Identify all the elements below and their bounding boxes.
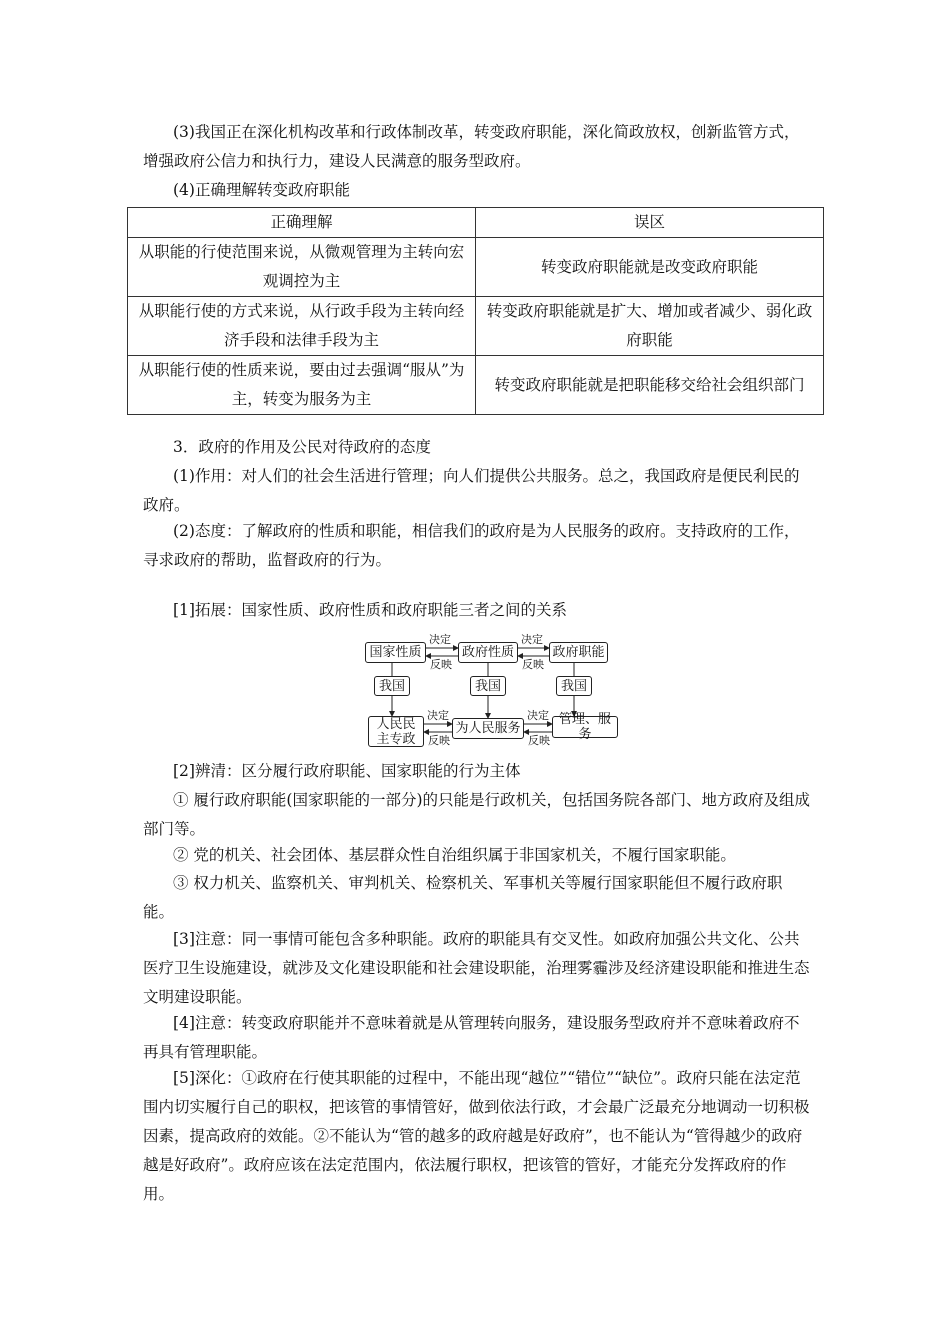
- label-decide-2: 决定: [521, 633, 543, 646]
- box-gov-function: 政府职能: [549, 642, 608, 663]
- table-header-correct: 正确理解: [128, 208, 476, 238]
- label-decide-1: 决定: [429, 633, 451, 646]
- table-cell: 转变政府职能就是改变政府职能: [476, 238, 824, 297]
- table-cell: 从职能行使的方式来说，从行政手段为主转向经济手段和法律手段为主: [128, 297, 476, 356]
- note-distinguish: [2]辨清：区分履行政府职能、国家职能的行为主体: [173, 762, 521, 780]
- label-decide-3: 决定: [427, 709, 449, 722]
- box-our-country-1: 我国: [374, 676, 410, 696]
- table-cell: 转变政府职能就是扩大、增加或者减少、弱化政府职能: [476, 297, 824, 356]
- label-reflect-4: 反映: [528, 734, 550, 747]
- note-deepen: [5]深化：①政府在行使其职能的过程中，不能出现“越位”“错位”“缺位”。政府只能在法定范围内切实履行自己的职权，把该管的事情管好，做到依法行政，才会最广泛最充分地调动一切积极因素，提高政府的效能。②不能认为“管的越多的政府越是好政府”，也不能认为“管得越少的政府越是好政府”。政府应该在法定范围内，依法履行职权，把该管的管好，才能充分发挥政府的作用。: [143, 1069, 810, 1203]
- label-reflect-2: 反映: [522, 658, 544, 671]
- note-expand: [1]拓展：国家性质、政府性质和政府职能三者之间的关系: [173, 601, 567, 619]
- table-cell: 转变政府职能就是把职能移交给社会组织部门: [476, 356, 824, 415]
- label-reflect-3: 反映: [428, 734, 450, 747]
- box-state-nature: 国家性质: [365, 642, 426, 663]
- relation-diagram: [362, 630, 622, 748]
- label-reflect-1: 反映: [430, 658, 452, 671]
- box-democratic-dictatorship: 人民民主专政: [368, 716, 424, 747]
- note-attention-1: [3]注意：同一事情可能包含多种职能。政府的职能具有交叉性。如政府加强公共文化、公共医疗卫生设施建设，就涉及文化建设职能和社会建设职能，治理雾霾涉及经济建设职能和推进生态文明建设职能。: [143, 930, 810, 1006]
- table-cell: 从职能行使的性质来说，要由过去强调“服从”为主，转变为服务为主: [128, 356, 476, 415]
- paragraph-role: (1)作用：对人们的社会生活进行管理；向人们提供公共服务。总之，我国政府是便民利民的政府。: [143, 467, 800, 514]
- note-distinguish-item-1: ① 履行政府职能(国家职能的一部分)的只能是行政机关，包括国务院各部门、地方政府及组成部门等。: [143, 791, 811, 838]
- table-header-mistake: 误区: [476, 208, 824, 238]
- paragraph-attitude: (2)态度：了解政府的性质和职能，相信我们的政府是为人民服务的政府。支持政府的工作，寻求政府的帮助，监督政府的行为。: [143, 522, 800, 569]
- note-distinguish-item-3: ③ 权力机关、监察机关、审判机关、检察机关、军事机关等履行国家职能但不履行政府职能。: [143, 874, 783, 921]
- box-our-country-3: 我国: [556, 676, 592, 696]
- box-manage-serve: 管理、服务: [552, 716, 618, 738]
- box-our-country-2: 我国: [470, 676, 506, 696]
- table-header-row: [128, 208, 824, 238]
- table-row: [128, 356, 824, 415]
- comparison-table: [127, 207, 824, 415]
- table-row: [128, 238, 824, 297]
- box-serve-people: 为人民服务: [452, 718, 524, 739]
- paragraph-table-intro: (4)正确理解转变政府职能: [173, 181, 350, 199]
- paragraph-transform-gov: (3)我国正在深化机构改革和行政体制改革，转变政府职能，深化简政放权，创新监管方式，增强政府公信力和执行力，建设人民满意的服务型政府。: [143, 123, 800, 170]
- section-heading: 3．政府的作用及公民对待政府的态度: [173, 438, 431, 456]
- label-decide-4: 决定: [527, 709, 549, 722]
- note-distinguish-item-2: ② 党的机关、社会团体、基层群众性自治组织属于非国家机关，不履行国家职能。: [173, 846, 736, 864]
- box-gov-nature: 政府性质: [458, 642, 518, 663]
- note-attention-2: [4]注意：转变政府职能并不意味着就是从管理转向服务，建设服务型政府并不意味着政府不再具有管理职能。: [143, 1014, 800, 1061]
- table-cell: 从职能的行使范围来说，从微观管理为主转向宏观调控为主: [128, 238, 476, 297]
- table-row: [128, 297, 824, 356]
